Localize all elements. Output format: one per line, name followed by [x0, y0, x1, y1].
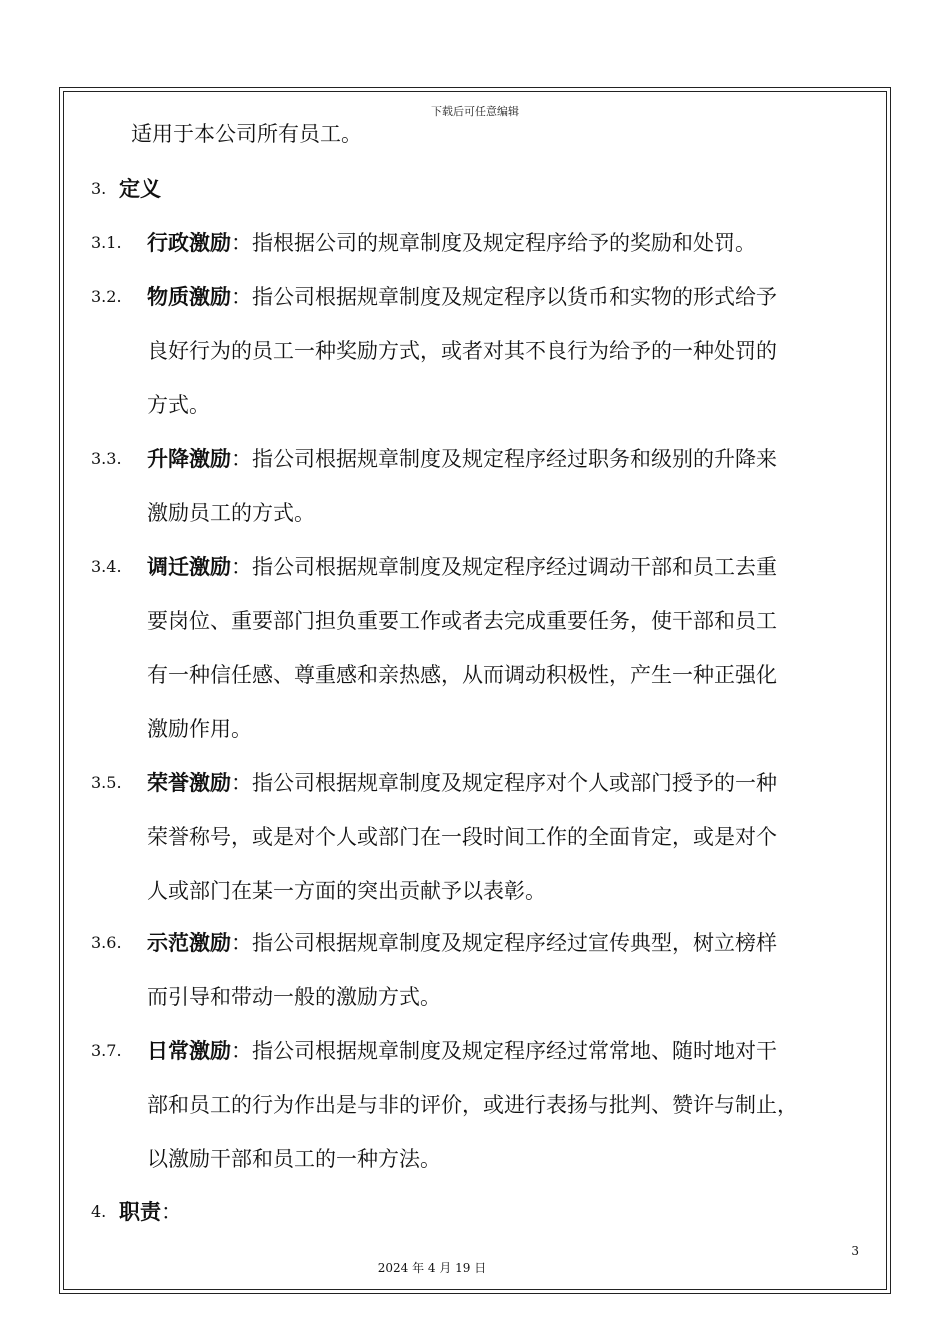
definition-line: [147, 982, 441, 1012]
definition-line: [147, 1090, 798, 1120]
definition-text: 有一种信任感、尊重感和亲热感，从而调动积极性，产生一种正强化: [147, 663, 777, 687]
definition-number: 3.3.: [91, 449, 122, 468]
definition-text: 人或部门在某一方面的突出贡献予以表彰。: [147, 879, 546, 903]
definition-number: 3.5.: [91, 773, 122, 792]
section-4-title: 职责: [119, 1200, 161, 1224]
definition-text: ：指公司根据规章制度及规定程序经过职务和级别的升降来: [231, 447, 777, 471]
definition-line: [147, 1144, 441, 1174]
definition-line: [147, 1036, 777, 1066]
section-4-suffix: ：: [161, 1200, 182, 1224]
definition-text: 激励作用。: [147, 717, 252, 741]
footer-date: 2024 年 4 月 19 日: [377, 1261, 487, 1275]
definition-text: 以激励干部和员工的一种方法。: [147, 1147, 441, 1171]
intro-line: 适用于本公司所有员工。: [131, 122, 362, 146]
definition-line: [147, 714, 252, 744]
definition-text: 良好行为的员工一种奖励方式，或者对其不良行为给予的一种处罚的: [147, 339, 777, 363]
definition-line: [147, 498, 315, 528]
header-note: 下载后可任意编辑: [431, 105, 519, 118]
section-4-heading: [119, 1197, 182, 1227]
definition-text: ：指公司根据规章制度及规定程序经过常常地、随时地对干: [231, 1039, 777, 1063]
definition-line: [147, 444, 777, 474]
definition-text: 激励员工的方式。: [147, 501, 315, 525]
definition-text: 部和员工的行为作出是与非的评价，或进行表扬与批判、赞许与制止，: [147, 1093, 798, 1117]
definition-text: ：指公司根据规章制度及规定程序经过宣传典型，树立榜样: [231, 931, 777, 955]
definition-text: 要岗位、重要部门担负重要工作或者去完成重要任务，使干部和员工: [147, 609, 777, 633]
definition-number: 3.6.: [91, 933, 122, 952]
definition-text: ：指公司根据规章制度及规定程序以货币和实物的形式给予: [231, 285, 777, 309]
definition-text: 荣誉称号，或是对个人或部门在一段时间工作的全面肯定，或是对个: [147, 825, 777, 849]
definition-number: 3.4.: [91, 557, 122, 576]
section-3-title: 定义: [119, 177, 161, 201]
definition-term: 物质激励: [147, 285, 231, 309]
page-number: 3: [851, 1244, 859, 1258]
section-4-number: 4.: [91, 1202, 107, 1221]
definition-term: 荣誉激励: [147, 771, 231, 795]
section-3-number: 3.: [91, 179, 107, 198]
definition-line: [147, 282, 777, 312]
definition-number: 3.2.: [91, 287, 122, 306]
definition-line: [147, 928, 777, 958]
definition-text: ：指公司根据规章制度及规定程序对个人或部门授予的一种: [231, 771, 777, 795]
definition-line: [147, 876, 546, 906]
definition-line: [147, 336, 777, 366]
definition-text: 而引导和带动一般的激励方式。: [147, 985, 441, 1009]
definition-line: [147, 390, 210, 420]
definition-text: ：指公司根据规章制度及规定程序经过调动干部和员工去重: [231, 555, 777, 579]
definition-text: ：指根据公司的规章制度及规定程序给予的奖励和处罚。: [231, 231, 756, 255]
definition-text: 方式。: [147, 393, 210, 417]
definition-line: [147, 606, 777, 636]
definition-term: 示范激励: [147, 931, 231, 955]
definition-term: 日常激励: [147, 1039, 231, 1063]
definition-line: [147, 768, 777, 798]
definition-number: 3.1.: [91, 233, 122, 252]
definition-term: 调迁激励: [147, 555, 231, 579]
definition-term: 升降激励: [147, 447, 231, 471]
definition-line: [147, 552, 777, 582]
definition-line: [147, 228, 756, 258]
definition-term: 行政激励: [147, 231, 231, 255]
definition-line: [147, 660, 777, 690]
definition-number: 3.7.: [91, 1041, 122, 1060]
definition-line: [147, 822, 777, 852]
